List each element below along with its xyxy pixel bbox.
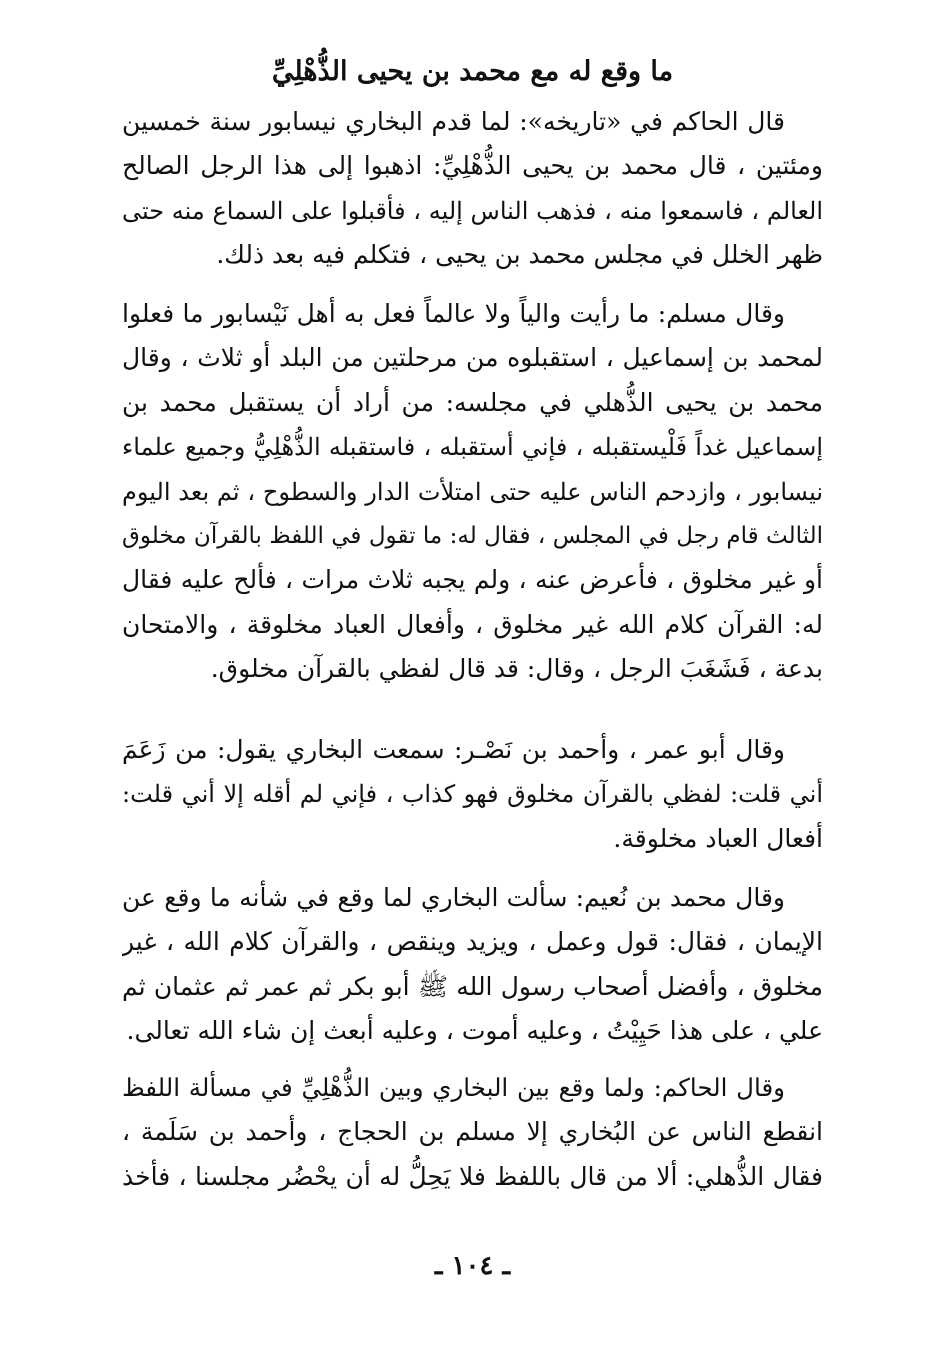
text-line: نيسابور ، وازدحم الناس عليه حتى امتلأت الدار والسطوح ، ثم بعد اليوم [122, 477, 823, 506]
text-line: علي ، على هذا حَيِيْتُ ، وعليه أموت ، وعليه أبعث إن شاء الله تعالى. [126, 1016, 823, 1046]
text-line: ومئتين ، قال محمد بن يحيى الذُّهْلِيِّ: اذهبوا إلى هذا الرجل الصالح [122, 151, 823, 181]
text-line: له: القرآن كلام الله غير مخلوق ، وأفعال العباد مخلوقة ، والامتحان [122, 609, 823, 639]
paragraph-hakim-history [122, 100, 823, 278]
section-title: ما وقع له مع محمد بن يحيى الذُّهْلِيِّ [271, 56, 674, 87]
text-line: الإيمان ، فقال: قول وعمل ، ويزيد وينقص ، والقرآن كلام الله ، غير [122, 927, 823, 957]
text-line: انقطع الناس عن البُخاري إلا مسلم بن الحجاج ، وأحمد بن سَلَمة ، [122, 1117, 823, 1147]
paragraph-muslim [122, 292, 823, 692]
paragraph-abu-umar [122, 728, 823, 861]
text-line: وقال مسلم: ما رأيت والياً ولا عالماً فعل به أهل نَيْسابور ما فعلوا [122, 299, 785, 328]
paragraph-ibn-nuaym [122, 876, 823, 1054]
text-line: ظهر الخلل في مجلس محمد بن يحيى ، فتكلم فيه بعد ذلك. [216, 240, 823, 270]
text-line: مخلوق ، وأفضل أصحاب رسول الله ﷺ أبو بكر ثم عمر ثم عثمان ثم [122, 971, 823, 1001]
text-line: العالم ، فاسمعوا منه ، فذهب الناس إليه ، فأقبلوا على السماع منه حتى [122, 196, 823, 225]
text-line: فقال الذُّهلي: ألا من قال باللفظ فلا يَحِلُّ له أن يحْضُر مجلسنا ، فأخذ [122, 1161, 823, 1191]
paragraph-hakim-lafz [122, 1066, 823, 1199]
text-line: وقال الحاكم: ولما وقع بين البخاري وبين الذُّهْلِيِّ في مسألة اللفظ [122, 1073, 785, 1102]
text-line: بدعة ، فَشَغَبَ الرجل ، وقال: قد قال لفظي بالقرآن مخلوق. [210, 654, 823, 684]
text-line: وقال أبو عمر ، وأحمد بن نَصْـر: سمعت البخاري يقول: من زَعَمَ [122, 735, 785, 764]
text-line: أني قلت: لفظي بالقرآن مخلوق فهو كذاب ، فإني لم أقله إلا أني قلت: [122, 780, 823, 809]
text-line: الثالث قام رجل في المجلس ، فقال له: ما تقول في اللفظ بالقرآن مخلوق [122, 522, 823, 549]
text-line: أو غير مخلوق ، فأعرض عنه ، ولم يجبه ثلاث مرات ، فألح عليه فقال [122, 565, 823, 595]
text-line: أفعال العباد مخلوقة. [613, 823, 823, 853]
page-number: ـ ١٠٤ ـ [434, 1251, 511, 1281]
text-line: قال الحاكم في «تاريخه»: لما قدم البخاري نيسابور سنة خمسين [122, 107, 785, 136]
text-line: وقال محمد بن نُعيم: سألت البخاري لما وقع في شأنه ما وقع عن [122, 883, 785, 912]
text-line: محمد بن يحيى الذُّهلي في مجلسه: من أراد أن يستقبل محمد بن [122, 387, 823, 417]
text-line: لمحمد بن إسماعيل ، استقبلوه من مرحلتين من البلد أو ثلاث ، وقال [122, 343, 823, 373]
text-line: إسماعيل غداً فَلْيستقبله ، فإني أستقبله ، فاستقبله الذُّهْلِيُّ وجميع علماء [122, 433, 823, 462]
